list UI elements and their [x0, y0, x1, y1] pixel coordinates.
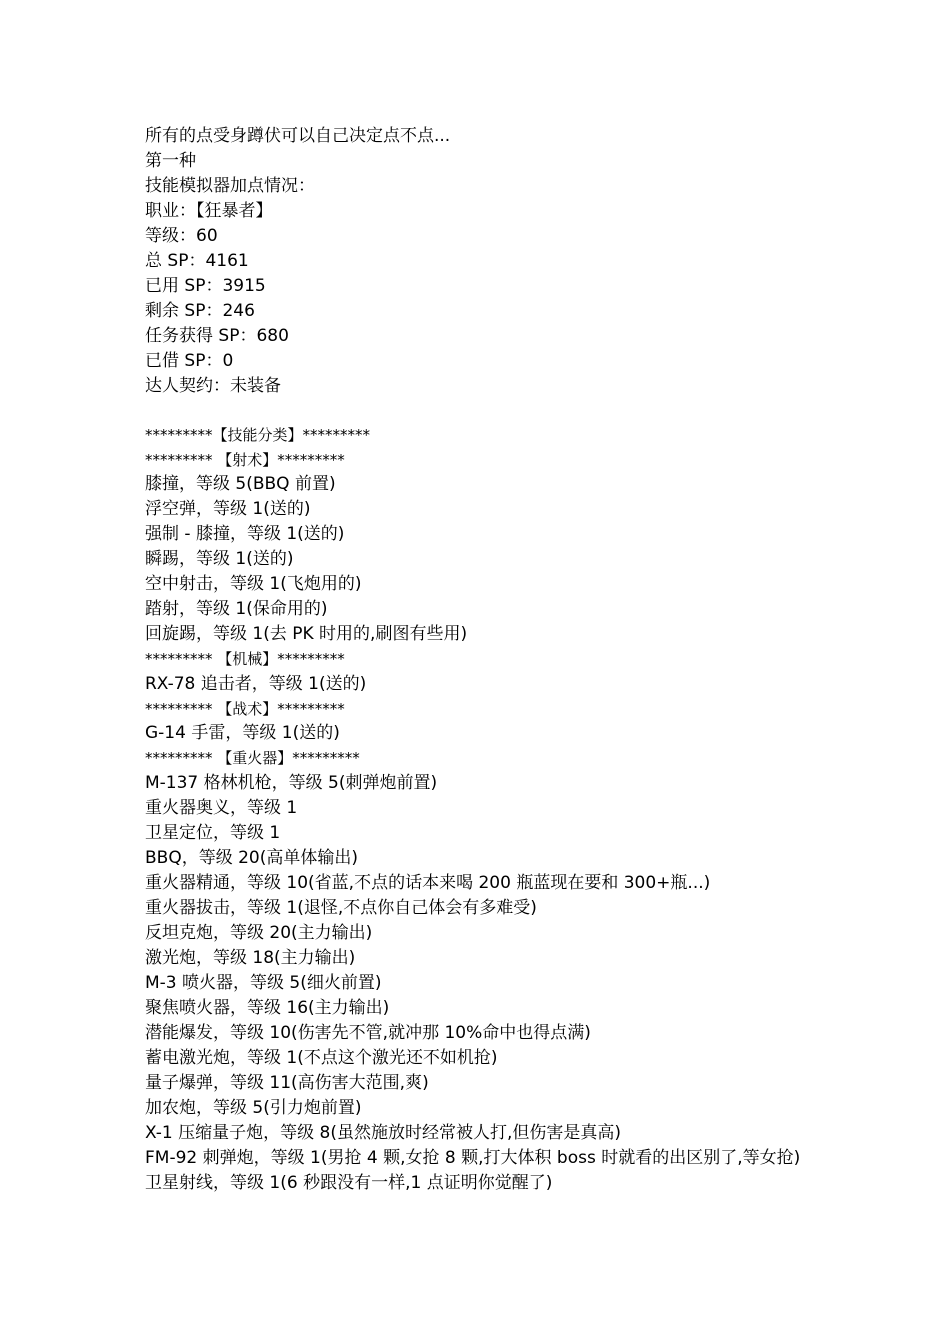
section-header-shooting: ********* 【射术】********* — [145, 450, 345, 469]
category-header: *********【技能分类】********* — [145, 426, 371, 444]
skill-line: 踏射，等级 1(保命用的) — [145, 599, 328, 619]
info-contract: 达人契约：未装备 — [145, 376, 281, 396]
spacer — [145, 399, 825, 423]
section-header-mechanic: ********* 【机械】********* — [145, 650, 345, 668]
skill-line: 瞬踢，等级 1(送的) — [145, 549, 294, 569]
skill-line: 回旋踢，等级 1(去 PK 时用的,刷图有些用) — [145, 624, 468, 644]
skill-line: FM-92 刺弹炮，等级 1(男抢 4 颗,女抢 8 颗,打大体积 boss 时就看的出区别了,等女抢) — [145, 1147, 801, 1168]
skill-line: 卫星定位，等级 1 — [145, 822, 281, 843]
section-heading: 第一种 — [145, 151, 196, 171]
skill-line: 量子爆弹，等级 11(高伤害大范围,爽) — [145, 1072, 429, 1093]
skill-line: G-14 手雷，等级 1(送的) — [145, 723, 340, 743]
skill-line: 加农炮，等级 5(引力炮前置) — [145, 1097, 362, 1118]
info-class: 职业：【狂暴者】 — [145, 201, 273, 221]
skill-line: 空中射击，等级 1(飞炮用的) — [145, 574, 362, 594]
skill-line: 激光炮，等级 18(主力输出) — [145, 947, 356, 968]
skill-line: RX-78 追击者，等级 1(送的) — [145, 673, 367, 694]
skill-line: 蓄电激光炮，等级 1(不点这个激光还不如机抢) — [145, 1047, 498, 1068]
skill-line: M-3 喷火器，等级 5(细火前置) — [145, 972, 382, 993]
info-used-sp: 已用 SP：3915 — [145, 276, 266, 296]
skill-line: X-1 压缩量子炮，等级 8(虽然施放时经常被人打,但伤害是真高) — [145, 1122, 622, 1143]
section-header-tactics: ********* 【战术】********* — [145, 699, 345, 718]
skill-line: 重火器拔击，等级 1(退怪,不点你自己体会有多难受) — [145, 897, 537, 918]
skill-line: 重火器奥义，等级 1 — [145, 797, 298, 818]
info-remaining-sp: 剩余 SP：246 — [145, 301, 255, 321]
info-borrowed-sp: 已借 SP：0 — [145, 351, 234, 371]
skill-line: 卫星射线，等级 1(6 秒跟没有一样,1 点证明你觉醒了) — [145, 1172, 553, 1193]
skill-line: 潜能爆发，等级 10(伤害先不管,就冲那 10%命中也得点满) — [145, 1022, 591, 1043]
skill-line: 浮空弹，等级 1(送的) — [145, 499, 311, 519]
skill-line: 强制 - 膝撞，等级 1(送的) — [145, 524, 345, 544]
document-body — [145, 124, 825, 1196]
info-quest-sp: 任务获得 SP：680 — [145, 326, 289, 346]
intro-line: 所有的点受身蹲伏可以自己决定点不点... — [145, 126, 451, 146]
skill-line: 反坦克炮，等级 20(主力输出) — [145, 922, 373, 943]
skill-line: 膝撞，等级 5(BBQ 前置) — [145, 474, 336, 494]
section-header-heavy-weapons: ********* 【重火器】********* — [145, 749, 360, 767]
skill-line: M-137 格林机枪，等级 5(刺弹炮前置) — [145, 772, 438, 793]
skill-line: 聚焦喷火器，等级 16(主力输出) — [145, 997, 390, 1018]
skill-line: BBQ，等级 20(高单体输出) — [145, 847, 359, 868]
skill-line: 重火器精通，等级 10(省蓝,不点的话本来喝 200 瓶蓝现在要和 300+瓶...) — [145, 872, 711, 893]
simulator-title: 技能模拟器加点情况： — [145, 176, 315, 196]
info-total-sp: 总 SP：4161 — [145, 251, 249, 271]
info-level: 等级：60 — [145, 226, 218, 246]
